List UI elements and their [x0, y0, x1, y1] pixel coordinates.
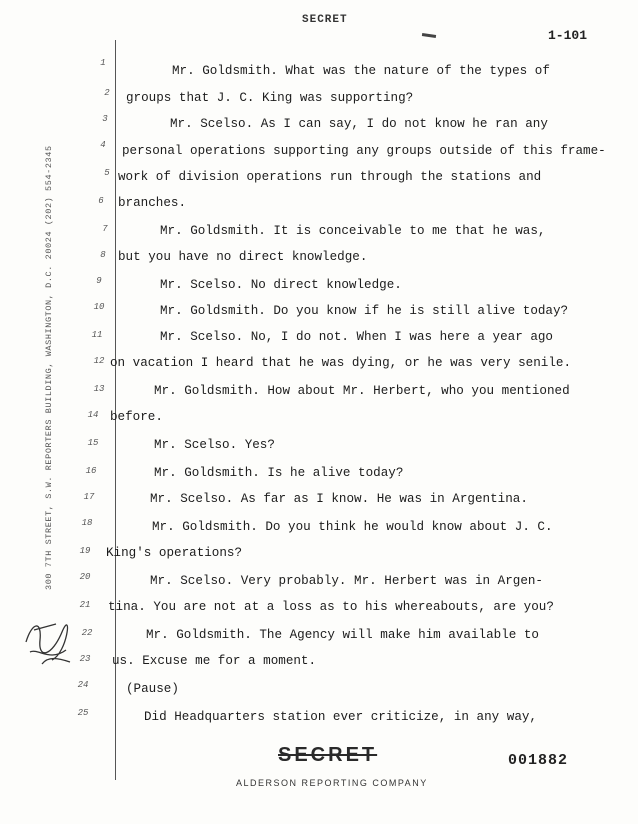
transcript-line: Mr. Goldsmith. Is he alive today? [154, 466, 404, 480]
transcript-line: Mr. Goldsmith. Do you know if he is still alive today? [160, 304, 569, 318]
bottom-classification-stamp: SECRET [278, 744, 378, 766]
line-number: 21 [79, 600, 91, 610]
line-number: 17 [83, 492, 95, 502]
line-number: 12 [93, 356, 105, 366]
line-number: 2 [104, 88, 110, 98]
line-number: 23 [79, 654, 91, 664]
transcript-line: Mr. Scelso. No, I do not. When I was here a year ago [160, 330, 553, 344]
transcript-line: Mr. Goldsmith. How about Mr. Herbert, who you mentioned [154, 384, 570, 398]
line-number: 3 [102, 114, 108, 124]
transcript-line: on vacation I heard that he was dying, or he was very senile. [110, 356, 572, 370]
line-number: 7 [102, 224, 108, 234]
line-number: 18 [81, 518, 93, 528]
line-number: 11 [91, 330, 103, 340]
page-number: 1-101 [548, 28, 588, 43]
line-number: 8 [100, 250, 106, 260]
transcript-line: Mr. Goldsmith. Do you think he would know about J. C. [152, 520, 553, 534]
pen-mark [422, 33, 436, 38]
line-number: 19 [79, 546, 91, 556]
reporting-company: ALDERSON REPORTING COMPANY [236, 778, 428, 788]
transcript-line: Did Headquarters station ever criticize, in any way, [144, 710, 537, 724]
line-number: 22 [81, 628, 93, 638]
line-number: 13 [93, 384, 105, 394]
signature-scribble [22, 612, 74, 668]
transcript-line: work of division operations run through the stations and [118, 170, 542, 184]
transcript-line: Mr. Scelso. Yes? [154, 438, 275, 452]
transcript-line: Mr. Scelso. As far as I know. He was in Argentina. [150, 492, 528, 506]
transcript-line: Mr. Scelso. As I can say, I do not know he ran any [170, 117, 548, 131]
transcript-line: us. Excuse me for a moment. [112, 654, 317, 668]
line-number: 24 [77, 680, 89, 690]
transcript-line: King's operations? [106, 546, 243, 560]
line-number: 14 [87, 410, 99, 420]
transcript-line: tina. You are not at a loss as to his whereabouts, are you? [108, 600, 554, 614]
line-number: 10 [93, 302, 105, 312]
transcript-line: Mr. Scelso. Very probably. Mr. Herbert was in Argen- [150, 574, 543, 588]
line-number: 1 [100, 58, 106, 68]
transcript-line: Mr. Scelso. No direct knowledge. [160, 278, 402, 292]
transcript-line: groups that J. C. King was supporting? [126, 91, 414, 105]
line-number: 25 [77, 708, 89, 718]
transcript-line: personal operations supporting any groups outside of this frame- [122, 144, 606, 158]
transcript-line: Mr. Goldsmith. What was the nature of the types of [172, 64, 550, 78]
line-number: 9 [96, 276, 102, 286]
document-id: 001882 [508, 752, 569, 769]
line-number: 4 [100, 140, 106, 150]
line-number: 16 [85, 466, 97, 476]
transcript-line: but you have no direct knowledge. [118, 250, 368, 264]
reporter-address: 300 7TH STREET, S.W. REPORTERS BUILDING, WASHINGTON, D.C. 20024 (202) 554-2345 [44, 145, 54, 590]
line-number: 5 [104, 168, 110, 178]
transcript-line: before. [110, 410, 163, 424]
line-number: 20 [79, 572, 91, 582]
top-classification-stamp: SECRET [302, 14, 348, 26]
line-number: 15 [87, 438, 99, 448]
transcript-line: (Pause) [126, 682, 179, 696]
transcript-line: Mr. Goldsmith. It is conceivable to me that he was, [160, 224, 546, 238]
line-number: 6 [98, 196, 104, 206]
transcript-line: branches. [118, 196, 187, 210]
transcript-line: Mr. Goldsmith. The Agency will make him available to [146, 628, 539, 642]
